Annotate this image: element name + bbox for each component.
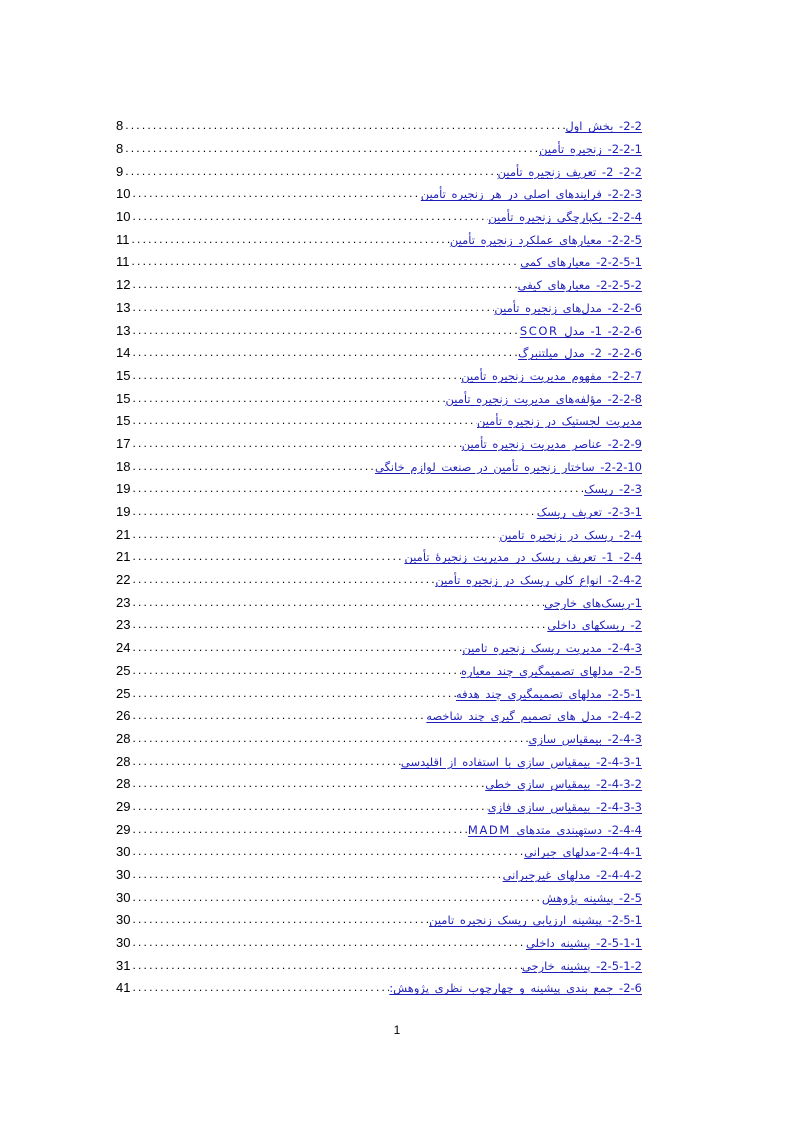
toc-dot-leader bbox=[132, 706, 426, 726]
toc-page-number: 21 bbox=[116, 526, 131, 542]
toc-entry-link[interactable]: 2-2-6- 2- مدل میلتنبرگ bbox=[518, 346, 642, 361]
toc-page-number: 23 bbox=[116, 617, 131, 633]
toc-page-number: 31 bbox=[116, 957, 131, 973]
toc-entry[interactable] bbox=[116, 705, 642, 728]
toc-page-number: 14 bbox=[116, 345, 131, 361]
toc-entry[interactable] bbox=[116, 342, 642, 365]
toc-entry[interactable] bbox=[116, 977, 642, 1000]
toc-entry[interactable] bbox=[116, 455, 642, 478]
toc-entry[interactable] bbox=[116, 501, 642, 524]
toc-entry[interactable] bbox=[116, 818, 642, 841]
toc-entry-link[interactable]: 2-4-2- انواع کلی ریسک در زنجیره تأمین bbox=[435, 573, 642, 588]
toc-entry-link[interactable]: 2-2- 2- تعریف زنجیره تأمین bbox=[497, 164, 642, 179]
toc-entry-link[interactable]: 2-5-1- پیشینه ارزیابی ریسک زنجیره تامین bbox=[429, 913, 642, 928]
toc-entry-link[interactable]: 2-4-3-2- بیمقیاس سازی خطی bbox=[485, 777, 642, 792]
toc-page-number: 15 bbox=[116, 367, 131, 383]
toc-entry[interactable] bbox=[116, 365, 642, 388]
toc-entry[interactable] bbox=[116, 433, 642, 456]
toc-dot-leader bbox=[132, 910, 429, 930]
toc-entry-link[interactable]: 2-5-1- مدلهای تصمیمگیری چند هدفه bbox=[455, 686, 642, 701]
toc-entry[interactable] bbox=[116, 773, 642, 796]
toc-dot-leader bbox=[132, 275, 517, 295]
toc-page-number: 28 bbox=[116, 753, 131, 769]
toc-entry-link[interactable]: 2-2-6- مدل‌های زنجیره تأمین bbox=[494, 300, 642, 315]
toc-entry-link[interactable]: 2-2-9- عناصر مدیریت زنجیره تأمین bbox=[461, 436, 642, 451]
toc-page-number: 22 bbox=[116, 572, 131, 588]
toc-entry-link[interactable]: 2-2-10- ساختار زنجیره تأمین در صنعت لوازم خانگی bbox=[374, 459, 642, 474]
toc-entry[interactable] bbox=[116, 932, 642, 955]
page-number: 1 bbox=[393, 1023, 401, 1037]
toc-dot-leader bbox=[132, 298, 494, 318]
toc-dot-leader bbox=[132, 615, 547, 635]
toc-entry-link[interactable]: 2-2-1- زنجیره تأمین bbox=[539, 142, 642, 157]
toc-entry[interactable] bbox=[116, 864, 642, 887]
toc-dot-leader bbox=[132, 774, 485, 794]
toc-entry-link[interactable]: 2-6- جمع بندی پیشینه و چهارچوب نظری پژوهش: bbox=[389, 981, 642, 996]
toc-page-number: 41 bbox=[116, 980, 131, 996]
toc-dot-leader bbox=[132, 343, 518, 363]
toc-entry[interactable] bbox=[116, 682, 642, 705]
toc-page-number: 30 bbox=[116, 844, 131, 860]
toc-page-number: 29 bbox=[116, 798, 131, 814]
toc-page-number: 29 bbox=[116, 821, 131, 837]
toc-entry[interactable] bbox=[116, 523, 642, 546]
toc-page-number: 21 bbox=[116, 549, 131, 565]
toc-page-number: 30 bbox=[116, 935, 131, 951]
toc-dot-leader bbox=[132, 411, 476, 431]
toc-page-number: 8 bbox=[116, 118, 124, 134]
toc-dot-leader bbox=[132, 888, 541, 908]
toc-page-number: 30 bbox=[116, 867, 131, 883]
toc-entry-link[interactable]: 2-2-5- معیارهای عملکرد زنجیره تأمین bbox=[449, 232, 642, 247]
toc-page-number: 9 bbox=[116, 163, 124, 179]
toc-dot-leader bbox=[132, 933, 525, 953]
toc-entry-link[interactable]: 2-4-3-1- بیمقیاس سازی با استفاده از اقلیدسی bbox=[400, 754, 642, 769]
toc-page-number: 19 bbox=[116, 481, 131, 497]
toc-entry-link[interactable]: 2-5-1-1- پیشینه داخلی bbox=[525, 936, 642, 951]
toc-page-number: 13 bbox=[116, 299, 131, 315]
toc-dot-leader bbox=[125, 116, 565, 136]
toc-page-number: 25 bbox=[116, 685, 131, 701]
toc-entry-link[interactable]: 2-4-4-1-مدلهای جبرانی bbox=[524, 845, 642, 860]
toc-entry-link[interactable]: 2-3-1- تعریف ریسک bbox=[536, 505, 642, 520]
toc-entry-link[interactable]: 2-2-7- مفهوم مدیریت زنجیره تأمین bbox=[461, 368, 642, 383]
toc-entry-link[interactable]: 2-5- پیشینه پژوهش bbox=[541, 890, 642, 905]
toc-dot-leader bbox=[132, 593, 544, 613]
toc-entry-link[interactable]: 2-2- بخش اول bbox=[565, 119, 642, 134]
toc-page-number: 8 bbox=[116, 141, 124, 157]
toc-page-number: 15 bbox=[116, 390, 131, 406]
toc-dot-leader bbox=[132, 956, 521, 976]
toc-page-number: 28 bbox=[116, 776, 131, 792]
toc-dot-leader bbox=[132, 865, 502, 885]
toc-dot-leader bbox=[132, 570, 435, 590]
toc-dot-leader bbox=[132, 547, 404, 567]
toc-dot-leader bbox=[132, 479, 584, 499]
toc-entry[interactable] bbox=[116, 569, 642, 592]
toc-dot-leader bbox=[132, 434, 461, 454]
toc-dot-leader bbox=[132, 389, 445, 409]
toc-dot-leader bbox=[132, 842, 524, 862]
toc-entry-link[interactable]: 2-2-5-2- معیارهای کیفی bbox=[517, 278, 642, 293]
toc-dot-leader bbox=[132, 366, 461, 386]
toc-entry-link[interactable]: 2-4-4- دستهبندی متدهای MADM bbox=[467, 822, 642, 837]
toc-entry[interactable] bbox=[116, 614, 642, 637]
toc-page-number: 10 bbox=[116, 186, 131, 202]
toc-entry[interactable] bbox=[116, 750, 642, 773]
toc-entry[interactable] bbox=[116, 297, 642, 320]
toc-entry-link[interactable]: 2-2-5-1- معیارهای کمی bbox=[520, 255, 642, 270]
toc-dot-leader bbox=[132, 321, 519, 341]
toc-entry[interactable] bbox=[116, 591, 642, 614]
toc-dot-leader bbox=[132, 457, 375, 477]
toc-dot-leader bbox=[125, 139, 539, 159]
toc-entry-link[interactable]: 2-4-4-2- مدلهای غیرجبرانی bbox=[502, 868, 642, 883]
toc-entry[interactable] bbox=[116, 206, 642, 229]
toc-page-number: 30 bbox=[116, 889, 131, 905]
toc-entry-link[interactable]: 2-2-4- یکپارچگی زنجیره تأمین bbox=[488, 210, 642, 225]
toc-entry[interactable] bbox=[116, 909, 642, 932]
toc-page-number: 17 bbox=[116, 435, 131, 451]
toc-entry-link[interactable]: 2-2-3- فرایندهای اصلی در هر زنجیره تأمین bbox=[420, 187, 642, 202]
toc-dot-leader bbox=[125, 162, 497, 182]
toc-entry-link[interactable]: 2-4-3- مدیریت ریسک زنجیره تامین bbox=[462, 641, 642, 656]
toc-entry[interactable] bbox=[116, 387, 642, 410]
toc-entry[interactable] bbox=[116, 251, 642, 274]
toc-dot-leader bbox=[132, 729, 528, 749]
toc-dot-leader bbox=[132, 207, 488, 227]
toc-entry[interactable] bbox=[116, 796, 642, 819]
toc-page-number: 23 bbox=[116, 594, 131, 610]
toc-dot-leader bbox=[132, 752, 400, 772]
toc-page-number: 19 bbox=[116, 504, 131, 520]
toc-entry[interactable] bbox=[116, 138, 642, 161]
toc-entry[interactable] bbox=[116, 546, 642, 569]
toc-entry-link[interactable]: مدیریت لجستیک در زنجیره تأمین bbox=[476, 414, 642, 429]
toc-dot-leader bbox=[132, 230, 450, 250]
toc-page-number: 24 bbox=[116, 640, 131, 656]
toc-entry[interactable] bbox=[116, 160, 642, 183]
toc-entry-link[interactable]: 2-4-3- بیمقیاس سازی bbox=[528, 731, 642, 746]
toc-entry[interactable] bbox=[116, 728, 642, 751]
toc-entry-link[interactable]: 2-4- 1- تعریف ریسک در مدیریت زنجیرهٔ تأمین bbox=[404, 550, 642, 565]
toc-entry-link[interactable]: 2-4-2- مدل های تصمیم گیری چند شاخصه bbox=[426, 709, 642, 724]
toc-entry[interactable] bbox=[116, 637, 642, 660]
toc-dot-leader bbox=[132, 661, 460, 681]
toc-page-number: 10 bbox=[116, 209, 131, 225]
toc-page-number: 13 bbox=[116, 322, 131, 338]
toc-entry-link[interactable]: 1-ریسک‌های خارجی bbox=[544, 595, 642, 610]
toc-entry[interactable] bbox=[116, 115, 642, 138]
table-of-contents bbox=[116, 115, 642, 1000]
toc-dot-leader bbox=[132, 638, 462, 658]
toc-entry-link[interactable]: 2-4- ریسک در زنجیره تامین bbox=[499, 527, 642, 542]
toc-entry-link[interactable]: 2- ریسکهای داخلی bbox=[547, 618, 642, 633]
toc-entry[interactable] bbox=[116, 660, 642, 683]
toc-entry-link[interactable]: 2-4-3-3- بیمقیاس سازی فازی bbox=[487, 799, 642, 814]
toc-page-number: 25 bbox=[116, 662, 131, 678]
toc-entry[interactable] bbox=[116, 841, 642, 864]
toc-entry[interactable] bbox=[116, 274, 642, 297]
toc-dot-leader bbox=[132, 502, 536, 522]
toc-entry-link[interactable]: 2-5-1-2- پیشینه خارجی bbox=[521, 958, 642, 973]
toc-page-number: 28 bbox=[116, 730, 131, 746]
toc-entry[interactable] bbox=[116, 478, 642, 501]
toc-page-number: 30 bbox=[116, 912, 131, 928]
toc-entry[interactable] bbox=[116, 410, 642, 433]
toc-page-number: 12 bbox=[116, 277, 131, 293]
toc-entry[interactable] bbox=[116, 954, 642, 977]
toc-dot-leader bbox=[132, 184, 420, 204]
toc-page-number: 26 bbox=[116, 708, 131, 724]
toc-dot-leader bbox=[132, 978, 389, 998]
toc-dot-leader bbox=[132, 684, 456, 704]
toc-entry[interactable] bbox=[116, 886, 642, 909]
toc-entry-link[interactable]: 2-3- ریسک bbox=[584, 482, 642, 497]
toc-entry[interactable] bbox=[116, 228, 642, 251]
toc-entry[interactable] bbox=[116, 183, 642, 206]
toc-dot-leader bbox=[132, 525, 499, 545]
toc-page-number: 18 bbox=[116, 458, 131, 474]
toc-dot-leader bbox=[132, 820, 467, 840]
toc-dot-leader bbox=[132, 252, 521, 272]
toc-page-number: 15 bbox=[116, 413, 131, 429]
toc-entry-link[interactable]: 2-2-8- مؤلفه‌های مدیریت زنجیره تأمین bbox=[445, 391, 642, 406]
toc-entry-link[interactable]: 2-2-6- 1- مدل SCOR bbox=[519, 323, 642, 338]
toc-entry[interactable] bbox=[116, 319, 642, 342]
toc-page-number: 11 bbox=[116, 231, 130, 247]
toc-dot-leader bbox=[132, 797, 487, 817]
toc-page-number: 11 bbox=[116, 254, 130, 270]
toc-entry-link[interactable]: 2-5- مدلهای تصمیمگیری چند معیاره bbox=[460, 663, 642, 678]
